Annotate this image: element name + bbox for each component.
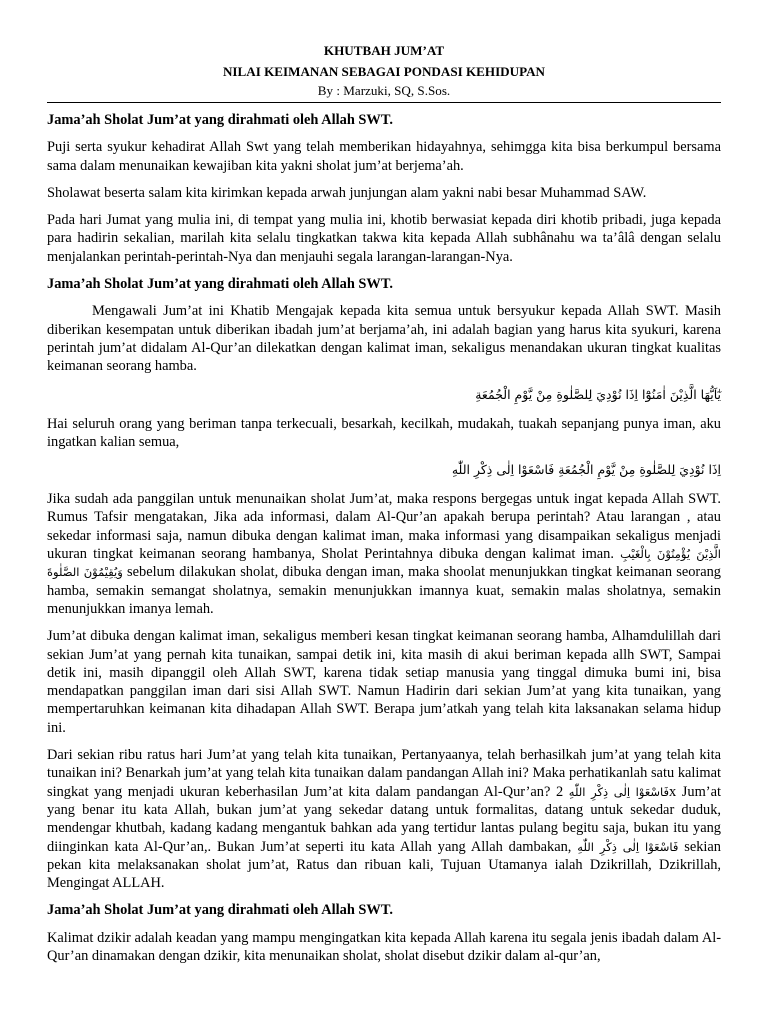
paragraph: Puji serta syukur kehadirat Allah Swt yang telah memberikan hidayahnya, sehimgga kita bisa berkumpul bersama sama dalam menunaikan kewajiban kita yakni sholat jum’at berjema’ah. xyxy=(47,139,721,174)
arabic-verse: اِذَا نُوْدِيَ لِلصَّلٰوةِ مِنْ يَّوْمِ الْجُمُعَةِ فَاسْعَوْا اِلٰى ذِكْرِ اللّٰهِ xyxy=(451,462,721,478)
document-title: KHUTBAH JUM’AT xyxy=(323,43,445,58)
paragraph: Kalimat dzikir adalah keadan yang mampu mengingatkan kita kepada Allah karena itu segala jenis ibadah dalam Al-Qur’an dinamakan dengan dzikir, kita menunaikan sholat, sholat disebut dzikir dalam al-qur’an, xyxy=(47,929,721,964)
paragraph-text: Dari sekian ribu ratus hari Jum’at yang telah kita tunaikan, Pertanyaanya, telah berhasilkah jum’at yang telah kita tunaikan ini? Benarkah jum’at yang telah kita tunaikan dalam pandangan Allah ini? Maka perhatikanlah satu kalimat singkat yang menjadi ukuran keberhasilan Jum’at kita dalam pandangan Al-Qur’an? 2 xyxy=(47,747,721,800)
paragraph: Mengawali Jum’at ini Khatib Mengajak kepada kita semua untuk bersyukur kepada Allah SWT. Masih diberikan kesempatan untuk diberikan ibadah jum’at berjama’ah, ini adalah bagian yang harus kita syukuri, karena perintah jum’at didalam Al-Qur’an dilekatkan dengan kalimat iman, sekaligus menandakan ukuran tingkat kualitas keimanan seorang hamba. xyxy=(47,303,721,375)
section-heading: Jama’ah Sholat Jum’at yang dirahmati oleh Allah SWT. xyxy=(47,276,393,293)
document-page xyxy=(47,40,721,974)
section-heading: Jama’ah Sholat Jum’at yang dirahmati oleh Allah SWT. xyxy=(47,902,393,919)
paragraph: Jum’at dibuka dengan kalimat iman, sekaligus memberi kesan tingkat keimanan seorang hamba, Alhamdulillah dari sekian Jum’at yang pernah kita tunaikan, sampai detik ini, kita masih di akui beriman kepada allh SWT, Sampai detik ini, masih dipanggil oleh Allah SWT, karena tidak setiap manusia yang tinggal dimuka bumi ini, bisa mendapatkan panggilan iman dari sisi Allah SWT. Namun Hadirin dari sekian Jum’at yang kita tunaikan, yang mempertaruhkan keimanan kita dihadapan Allah SWT. Berapa jum’atkah yang telah kita laksanakan selama hidup ini. xyxy=(47,628,721,736)
author-line: By : Marzuki, SQ, S.Sos. xyxy=(317,83,451,98)
arabic-inline-text: الَّذِيْنَ يُؤْمِنُوْنَ بِالْغَيْبِ وَيُقِيْمُوْنَ الصَّلٰوةَ xyxy=(47,547,721,580)
header-divider xyxy=(47,102,721,103)
paragraph-text: Jika sudah ada panggilan untuk menunaikan sholat Jum’at, maka respons bergegas untuk ingat kepada Allah SWT. Rumus Tafsir mengatakan, Jika ada informasi, dalam Al-Qur’an apakah berupa perintah? Atau larangan , atau sekedar informasi saja, namun dibuka dengan kalimat iman, maka informasi yang disampaikan sekaligus menjadi ukuran tingkat keimanan seorang hambanya, Sholat Perintahnya dibuka dengan kalimat iman. xyxy=(47,491,721,563)
arabic-inline-text: فَاسْعَوْا اِلٰى ذِكْرِ اللّٰهِ xyxy=(577,839,679,854)
paragraph-text: x Jum’at yang benar itu kata Allah, bukan jum’at yang sekedar datang untuk formalitas, datang untuk sekedar duduk, mendengar khutbah, kadang kadang mengantuk bahkan ada yang tertidur lantas pulang begitu saja, bukan itu yang diinginkan kata Al-Qur’an,. Bukan Jum’at seperti itu kata Allah yang Allah dambakan, xyxy=(47,783,721,855)
arabic-inline-text: فَاسْعَوْا اِلٰى ذِكْرِ اللّٰهِ xyxy=(568,784,669,799)
paragraph: Pada hari Jumat yang mulia ini, di tempat yang mulia ini, khotib berwasiat kepada diri khotib pribadi, juga kepada para hadirin sekalian, marilah kita selalu tingkatkan takwa kita kepada Allah subhânahu wa ta’âlâ dengan selalu menjalankan perintah-perintah-Nya dan menjauhi segala larangan-larangan-Nya. xyxy=(47,212,721,265)
arabic-verse: يٰٓاَيُّهَا الَّذِيْنَ اٰمَنُوْٓا اِذَا نُوْدِيَ لِلصَّلٰوةِ مِنْ يَّوْمِ الْجُمُعَةِ xyxy=(475,386,721,402)
paragraph xyxy=(47,490,721,618)
document-subtitle: NILAI KEIMANAN SEBAGAI PONDASI KEHIDUPAN xyxy=(222,64,546,79)
paragraph: Sholawat beserta salam kita kirimkan kepada arwah junjungan alam yakni nabi besar Muhammad SAW. xyxy=(47,184,647,201)
paragraph: Hai seluruh orang yang beriman tanpa terkecuali, besarkah, kecilkah, mudakah, tuakah sepanjang punya iman, aku ingatkan kalian semua, xyxy=(47,415,721,450)
paragraph-text: sebelum dilakukan sholat, dibuka dengan iman, maka shoolat menunjukkan tingkat keimanan seorang hamba, semakin semangat sholatnya, semakin menunjukkan imannya kuat, semakin malas sholatnya, semakin menunjukkan imanya lemah. xyxy=(47,564,721,617)
section-heading: Jama’ah Sholat Jum’at yang dirahmati oleh Allah SWT. xyxy=(47,112,393,128)
paragraph-text: sekian pekan kita melaksanakan sholat jum’at, Ratus dan ribuan kali, Tujuan Utamanya ialah Dzikrillah, Dzikrillah, Mengingat ALLAH. xyxy=(47,838,721,892)
paragraph xyxy=(47,746,721,892)
